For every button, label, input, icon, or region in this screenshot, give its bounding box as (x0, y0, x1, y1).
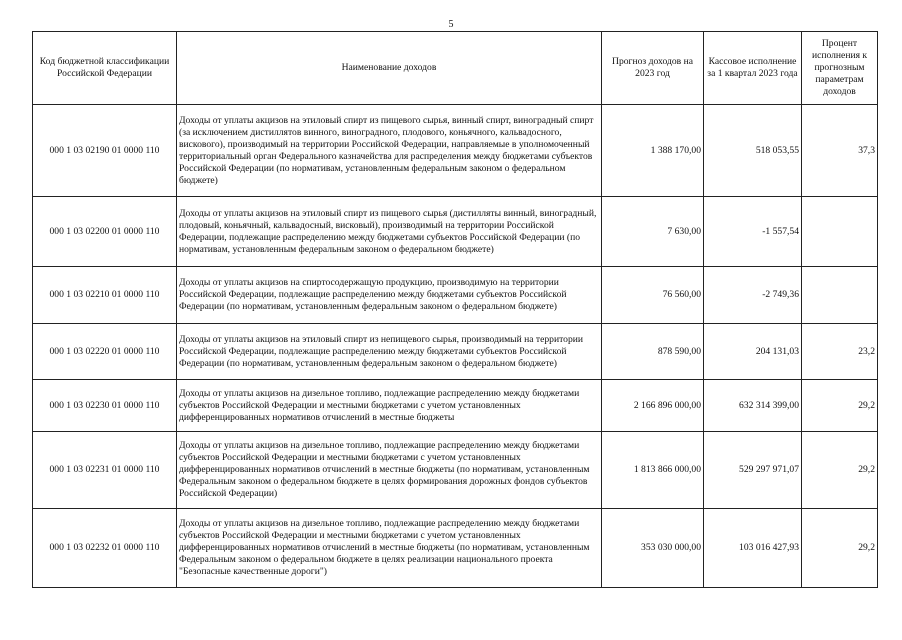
row-forecast: 1 813 866 000,00 (602, 432, 704, 509)
row-name: Доходы от уплаты акцизов на этиловый спирт из пищевого сырья (дистилляты винный, виноградный, плодовый, коньячный, кальвадосный, висковый), производимый на территории Российской Федерации, подлежащие распределению между бюджетами субъектов Российской Федерации (по нормативам, установленным федеральным законом о федеральном бюджете) (177, 197, 602, 267)
row-percent (802, 267, 878, 324)
row-code: 000 1 03 02200 01 0000 110 (33, 197, 177, 267)
table-header-row (33, 32, 878, 105)
table-row (33, 105, 878, 197)
table-row (33, 432, 878, 509)
table-row (33, 380, 878, 432)
row-percent: 29,2 (802, 380, 878, 432)
row-code: 000 1 03 02210 01 0000 110 (33, 267, 177, 324)
row-forecast: 1 388 170,00 (602, 105, 704, 197)
row-forecast: 76 560,00 (602, 267, 704, 324)
row-code: 000 1 03 02232 01 0000 110 (33, 509, 177, 588)
row-forecast: 2 166 896 000,00 (602, 380, 704, 432)
row-percent: 29,2 (802, 509, 878, 588)
row-execution: -1 557,54 (704, 197, 802, 267)
table-row (33, 324, 878, 380)
row-execution: 632 314 399,00 (704, 380, 802, 432)
row-name: Доходы от уплаты акцизов на этиловый спирт из непищевого сырья, производимый на территории Российской Федерации, подлежащие распределению между бюджетами субъектов Российской Федерации (по нормативам, установленным федеральным законом о федеральном бюджете) (177, 324, 602, 380)
table-row (33, 509, 878, 588)
page-number: 5 (448, 19, 454, 30)
row-forecast: 878 590,00 (602, 324, 704, 380)
row-name: Доходы от уплаты акцизов на этиловый спирт из пищевого сырья, винный спирт, виноградный спирт (за исключением дистиллятов винного, виноградного, плодового, коньячного, кальвадосного, вискового), производимый на территории Российской Федерации, направляемые в уполномоченный территориальный орган Федерального казначейства для распределения между бюджетами субъектов Российской Федерации (по нормативам, установленным федеральным законом о федеральном бюджете) (177, 105, 602, 197)
header-percent: Процент исполнения к прогнозным параметрам доходов (802, 32, 878, 105)
row-code: 000 1 03 02220 01 0000 110 (33, 324, 177, 380)
header-name: Наименование доходов (177, 32, 602, 105)
row-forecast: 7 630,00 (602, 197, 704, 267)
header-forecast: Прогноз доходов на 2023 год (602, 32, 704, 105)
row-code: 000 1 03 02230 01 0000 110 (33, 380, 177, 432)
row-forecast: 353 030 000,00 (602, 509, 704, 588)
row-code: 000 1 03 02231 01 0000 110 (33, 432, 177, 509)
row-execution: 103 016 427,93 (704, 509, 802, 588)
table-row (33, 267, 878, 324)
header-code: Код бюджетной классификации Российской Федерации (33, 32, 177, 105)
table-row (33, 197, 878, 267)
row-code: 000 1 03 02190 01 0000 110 (33, 105, 177, 197)
row-name: Доходы от уплаты акцизов на дизельное топливо, подлежащие распределению между бюджетами субъектов Российской Федерации и местными бюджетами с учетом установленных дифференцированных нормативов отчислений в местные бюджеты (по нормативам, установленным Федеральным законом о федеральном бюджете в целях реализации национального проекта "Безопасные качественные дороги") (177, 509, 602, 588)
row-percent: 29,2 (802, 432, 878, 509)
row-percent: 37,3 (802, 105, 878, 197)
row-percent (802, 197, 878, 267)
row-execution: 518 053,55 (704, 105, 802, 197)
header-execution: Кассовое исполнение за 1 квартал 2023 года (704, 32, 802, 105)
row-name: Доходы от уплаты акцизов на дизельное топливо, подлежащие распределению между бюджетами субъектов Российской Федерации и местными бюджетами с учетом установленных дифференцированных нормативов отчислений в местные бюджеты (177, 380, 602, 432)
row-name: Доходы от уплаты акцизов на спиртосодержащую продукцию, производимую на территории Российской Федерации, подлежащие распределению между бюджетами субъектов Российской Федерации (по нормативам, установленным федеральным законом о федеральном бюджете) (177, 267, 602, 324)
revenue-table (32, 31, 878, 588)
row-percent: 23,2 (802, 324, 878, 380)
row-execution: -2 749,36 (704, 267, 802, 324)
row-execution: 529 297 971,07 (704, 432, 802, 509)
row-name: Доходы от уплаты акцизов на дизельное топливо, подлежащие распределению между бюджетами субъектов Российской Федерации и местными бюджетами с учетом установленных дифференцированных нормативов отчислений в местные бюджеты (по нормативам, установленным Федеральным законом о федеральном бюджете в целях формирования дорожных фондов субъектов Российской Федерации) (177, 432, 602, 509)
row-execution: 204 131,03 (704, 324, 802, 380)
